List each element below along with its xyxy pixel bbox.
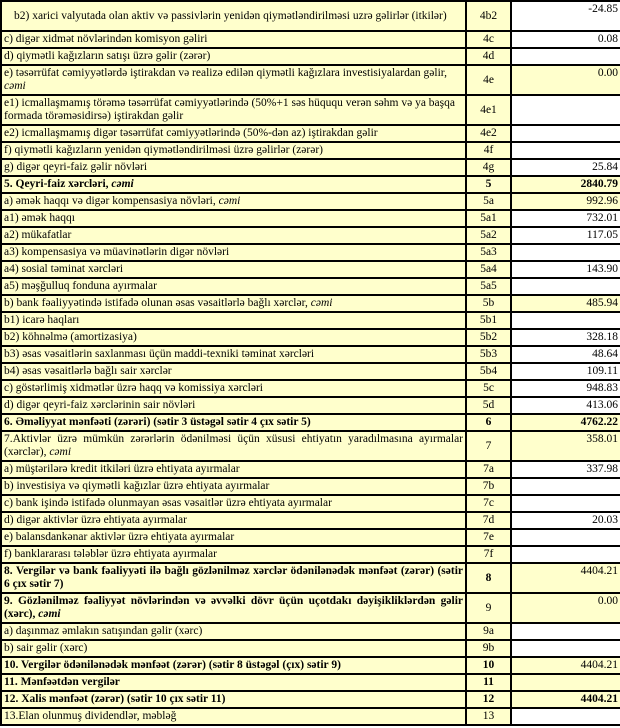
row-code: 4d bbox=[466, 48, 511, 65]
row-value: 732.01 bbox=[511, 210, 620, 227]
row-code: 9a bbox=[466, 623, 511, 640]
row-value: 358.01 bbox=[511, 431, 620, 461]
row-value bbox=[511, 478, 620, 495]
row-label: a1) əmək haqqı bbox=[1, 210, 466, 227]
table-row bbox=[1, 640, 620, 657]
row-code: 7f bbox=[466, 546, 511, 563]
row-code: 6 bbox=[466, 414, 511, 431]
row-value: 117.05 bbox=[511, 227, 620, 244]
row-code: 5a3 bbox=[466, 244, 511, 261]
row-code: 5b1 bbox=[466, 312, 511, 329]
row-value: 4404.21 bbox=[511, 691, 620, 708]
row-code: 5 bbox=[466, 176, 511, 193]
row-value: 4762.22 bbox=[511, 414, 620, 431]
row-code: 5a1 bbox=[466, 210, 511, 227]
table-body bbox=[1, 1, 620, 725]
row-value: 20.03 bbox=[511, 512, 620, 529]
table-row bbox=[1, 478, 620, 495]
table-row bbox=[1, 657, 620, 674]
row-value: 48.64 bbox=[511, 346, 620, 363]
row-code: 9b bbox=[466, 640, 511, 657]
row-value bbox=[511, 546, 620, 563]
row-label: 13.Elan olunmuş dividendlər, məbləğ bbox=[1, 708, 466, 725]
row-code: 4e bbox=[466, 65, 511, 95]
table-row bbox=[1, 312, 620, 329]
row-value: 4404.21 bbox=[511, 563, 620, 593]
row-value: 337.98 bbox=[511, 461, 620, 478]
row-code: 5b bbox=[466, 295, 511, 312]
row-label: a4) sosial təminat xərcləri bbox=[1, 261, 466, 278]
row-label: b3) əsas vəsaitlərin saxlanması üçün maddi-texniki təminat xərcləri bbox=[1, 346, 466, 363]
row-value: 4404.21 bbox=[511, 657, 620, 674]
row-value bbox=[511, 278, 620, 295]
row-code: 4b2 bbox=[466, 1, 511, 31]
row-label: 11. Mənfəətdən vergilər bbox=[1, 674, 466, 691]
row-label: a2) mükafatlar bbox=[1, 227, 466, 244]
row-label: 7.Aktivlər üzrə mümkün zərərlərin ödənilməsi üçün xüsusi ehtiyatın yaradılmasına ayırmalar (xərclər), cəmi bbox=[1, 431, 466, 461]
row-label: a) müştərilərə kredit itkiləri üzrə ehtiyata ayırmalar bbox=[1, 461, 466, 478]
row-code: 8 bbox=[466, 563, 511, 593]
table-row bbox=[1, 529, 620, 546]
table-row bbox=[1, 546, 620, 563]
row-value bbox=[511, 640, 620, 657]
row-value bbox=[511, 623, 620, 640]
row-label: d) qiymətli kağızların satışı üzrə gəlir (zərər) bbox=[1, 48, 466, 65]
row-value bbox=[511, 529, 620, 546]
table-row bbox=[1, 48, 620, 65]
row-value bbox=[511, 244, 620, 261]
table-row bbox=[1, 278, 620, 295]
table-row bbox=[1, 295, 620, 312]
table-row bbox=[1, 495, 620, 512]
table-row bbox=[1, 414, 620, 431]
row-code: 5a5 bbox=[466, 278, 511, 295]
table-row bbox=[1, 31, 620, 48]
table-row bbox=[1, 346, 620, 363]
row-label: b2) köhnəlmə (amortizasiya) bbox=[1, 329, 466, 346]
table-row bbox=[1, 95, 620, 125]
table-row bbox=[1, 227, 620, 244]
row-label: c) bank işində istifadə olunmayan əsas vəsaitlər üzrə ehtiyata ayırmalar bbox=[1, 495, 466, 512]
table-row bbox=[1, 593, 620, 623]
row-label: 5. Qeyri-faiz xərcləri, cəmi bbox=[1, 176, 466, 193]
row-code: 5a4 bbox=[466, 261, 511, 278]
table-row bbox=[1, 363, 620, 380]
row-label: b4) əsas vəsaitlərlə bağlı sair xərclər bbox=[1, 363, 466, 380]
table-row bbox=[1, 512, 620, 529]
row-value: 25.84 bbox=[511, 159, 620, 176]
row-value: 143.90 bbox=[511, 261, 620, 278]
row-label-italic-suffix: cəmi bbox=[49, 446, 72, 458]
row-code: 4c bbox=[466, 31, 511, 48]
row-label-italic-suffix: cəmi bbox=[218, 195, 241, 207]
row-value: -24.85 bbox=[511, 1, 620, 31]
row-label: b) sair gəlir (xərc) bbox=[1, 640, 466, 657]
table-row bbox=[1, 244, 620, 261]
row-label: b2) xarici valyutada olan aktiv və passivlərin yenidən qiymətləndirilməsi uzrə gəlirlər (itkilər) bbox=[1, 1, 466, 31]
row-value bbox=[511, 312, 620, 329]
row-value: 2840.79 bbox=[511, 176, 620, 193]
row-value bbox=[511, 125, 620, 142]
row-value: 992.96 bbox=[511, 193, 620, 210]
table-row bbox=[1, 210, 620, 227]
row-label-italic-suffix: cəmi bbox=[4, 80, 26, 92]
row-value bbox=[511, 48, 620, 65]
row-code: 5a2 bbox=[466, 227, 511, 244]
row-label: d) digər qeyri-faiz xərclərinin sair növləri bbox=[1, 397, 466, 414]
row-label: e1) icmallaşmamış törəmə təsərrüfat cəmiyyətlərində (50%+1 səs hüququ verən səhm və ya başqa formada törəməsidirsə) iştirakdan gəlir bbox=[1, 95, 466, 125]
row-code: 10 bbox=[466, 657, 511, 674]
table-row bbox=[1, 261, 620, 278]
table-row bbox=[1, 623, 620, 640]
row-label: 10. Vergilər ödənilənədək mənfəət (zərər) (sətir 8 üstəgəl (çıx) sətir 9) bbox=[1, 657, 466, 674]
table-row bbox=[1, 193, 620, 210]
table-row bbox=[1, 65, 620, 95]
row-value: 0.00 bbox=[511, 593, 620, 623]
row-value bbox=[511, 495, 620, 512]
row-code: 7b bbox=[466, 478, 511, 495]
row-code: 4f bbox=[466, 142, 511, 159]
table-row bbox=[1, 380, 620, 397]
row-value bbox=[511, 708, 620, 725]
row-value: 109.11 bbox=[511, 363, 620, 380]
row-code: 5b2 bbox=[466, 329, 511, 346]
row-code: 13 bbox=[466, 708, 511, 725]
row-code: 11 bbox=[466, 674, 511, 691]
row-label-italic-suffix: cəmi bbox=[38, 608, 61, 620]
table-row bbox=[1, 708, 620, 725]
table-row bbox=[1, 431, 620, 461]
row-label: 12. Xalis mənfəət (zərər) (sətir 10 çıx sətir 11) bbox=[1, 691, 466, 708]
table-row bbox=[1, 563, 620, 593]
row-label: b) bank fəaliyyətində istifadə olunan əsas vəsaitlərlə bağlı xərclər, cəmi bbox=[1, 295, 466, 312]
row-value: 485.94 bbox=[511, 295, 620, 312]
table-row bbox=[1, 397, 620, 414]
row-value: 328.18 bbox=[511, 329, 620, 346]
row-label: b) investisiya və qiymətli kağızlar üzrə ehtiyata ayırmalar bbox=[1, 478, 466, 495]
table-row bbox=[1, 674, 620, 691]
table-row bbox=[1, 461, 620, 478]
row-code: 5a bbox=[466, 193, 511, 210]
row-label-italic-suffix: cəmi bbox=[310, 297, 333, 309]
table-row bbox=[1, 1, 620, 31]
row-code: 5d bbox=[466, 397, 511, 414]
table-row bbox=[1, 125, 620, 142]
table-row bbox=[1, 142, 620, 159]
row-label: 6. Əməliyyat mənfəəti (zərəri) (sətir 3 üstəgəl sətir 4 çıx sətir 5) bbox=[1, 414, 466, 431]
row-value: 413.06 bbox=[511, 397, 620, 414]
row-label: a) əmək haqqı və digər kompensasiya növləri, cəmi bbox=[1, 193, 466, 210]
row-value bbox=[511, 674, 620, 691]
table-row bbox=[1, 691, 620, 708]
row-code: 7e bbox=[466, 529, 511, 546]
row-value: 0.08 bbox=[511, 31, 620, 48]
row-label: c) digər xidmət növlərindən komisyon gəliri bbox=[1, 31, 466, 48]
table-row bbox=[1, 176, 620, 193]
row-value bbox=[511, 95, 620, 125]
row-code: 4e1 bbox=[466, 95, 511, 125]
row-label: a3) kompensasiya və müavinətlərin digər növləri bbox=[1, 244, 466, 261]
row-value: 948.83 bbox=[511, 380, 620, 397]
row-label: a) daşınmaz əmlakın satışından gəlir (xərc) bbox=[1, 623, 466, 640]
row-label: 8. Vergilər və bank fəaliyyəti ilə bağlı gözlənilməz xərclər ödənilənədək mənfəət (zərər) (sətir 6 çıx sətir 7) bbox=[1, 563, 466, 593]
row-code: 7a bbox=[466, 461, 511, 478]
row-label: g) digər qeyri-faiz gəlir növləri bbox=[1, 159, 466, 176]
row-code: 4g bbox=[466, 159, 511, 176]
row-label: f) banklararası tələblər üzrə ehtiyata ayırmalar bbox=[1, 546, 466, 563]
row-code: 7c bbox=[466, 495, 511, 512]
row-code: 12 bbox=[466, 691, 511, 708]
row-value: 0.00 bbox=[511, 65, 620, 95]
row-code: 5c bbox=[466, 380, 511, 397]
row-label: 9. Gözlənilməz fəaliyyət növlərindən və əvvəlki dövr üçün uçotdakı dəyişikliklərdən gəlir (xərc), cəmi bbox=[1, 593, 466, 623]
row-code: 5b3 bbox=[466, 346, 511, 363]
table-row bbox=[1, 329, 620, 346]
row-code: 7 bbox=[466, 431, 511, 461]
row-value bbox=[511, 142, 620, 159]
row-label: b1) icarə haqları bbox=[1, 312, 466, 329]
row-label: e) təsərrüfat cəmiyyətlərdə iştirakdan və realizə edilən qiymətli kağızlara investisiyalardan gəlir, cəmi bbox=[1, 65, 466, 95]
row-label: f) qiymətli kağızların yenidən qiymətləndirilməsi üzrə gəlirlər (zərər) bbox=[1, 142, 466, 159]
row-label: c) göstərlimiş xidmətlər üzrə haqq və komissiya xərcləri bbox=[1, 380, 466, 397]
row-label: d) digər aktivlər üzrə ehtiyata ayırmalar bbox=[1, 512, 466, 529]
row-code: 9 bbox=[466, 593, 511, 623]
row-label: a5) məşğulluq fonduna ayırmalar bbox=[1, 278, 466, 295]
row-code: 4e2 bbox=[466, 125, 511, 142]
table-row bbox=[1, 159, 620, 176]
row-code: 5b4 bbox=[466, 363, 511, 380]
row-label-italic-suffix: cəmi bbox=[111, 178, 134, 190]
row-label: e2) icmallaşmamış digər təsərrüfat cəmiyyətlərində (50%-dən az) iştirakdan gəlir bbox=[1, 125, 466, 142]
row-code: 7d bbox=[466, 512, 511, 529]
row-label: e) balansdankənar aktivlər üzrə ehtiyata ayırmalar bbox=[1, 529, 466, 546]
